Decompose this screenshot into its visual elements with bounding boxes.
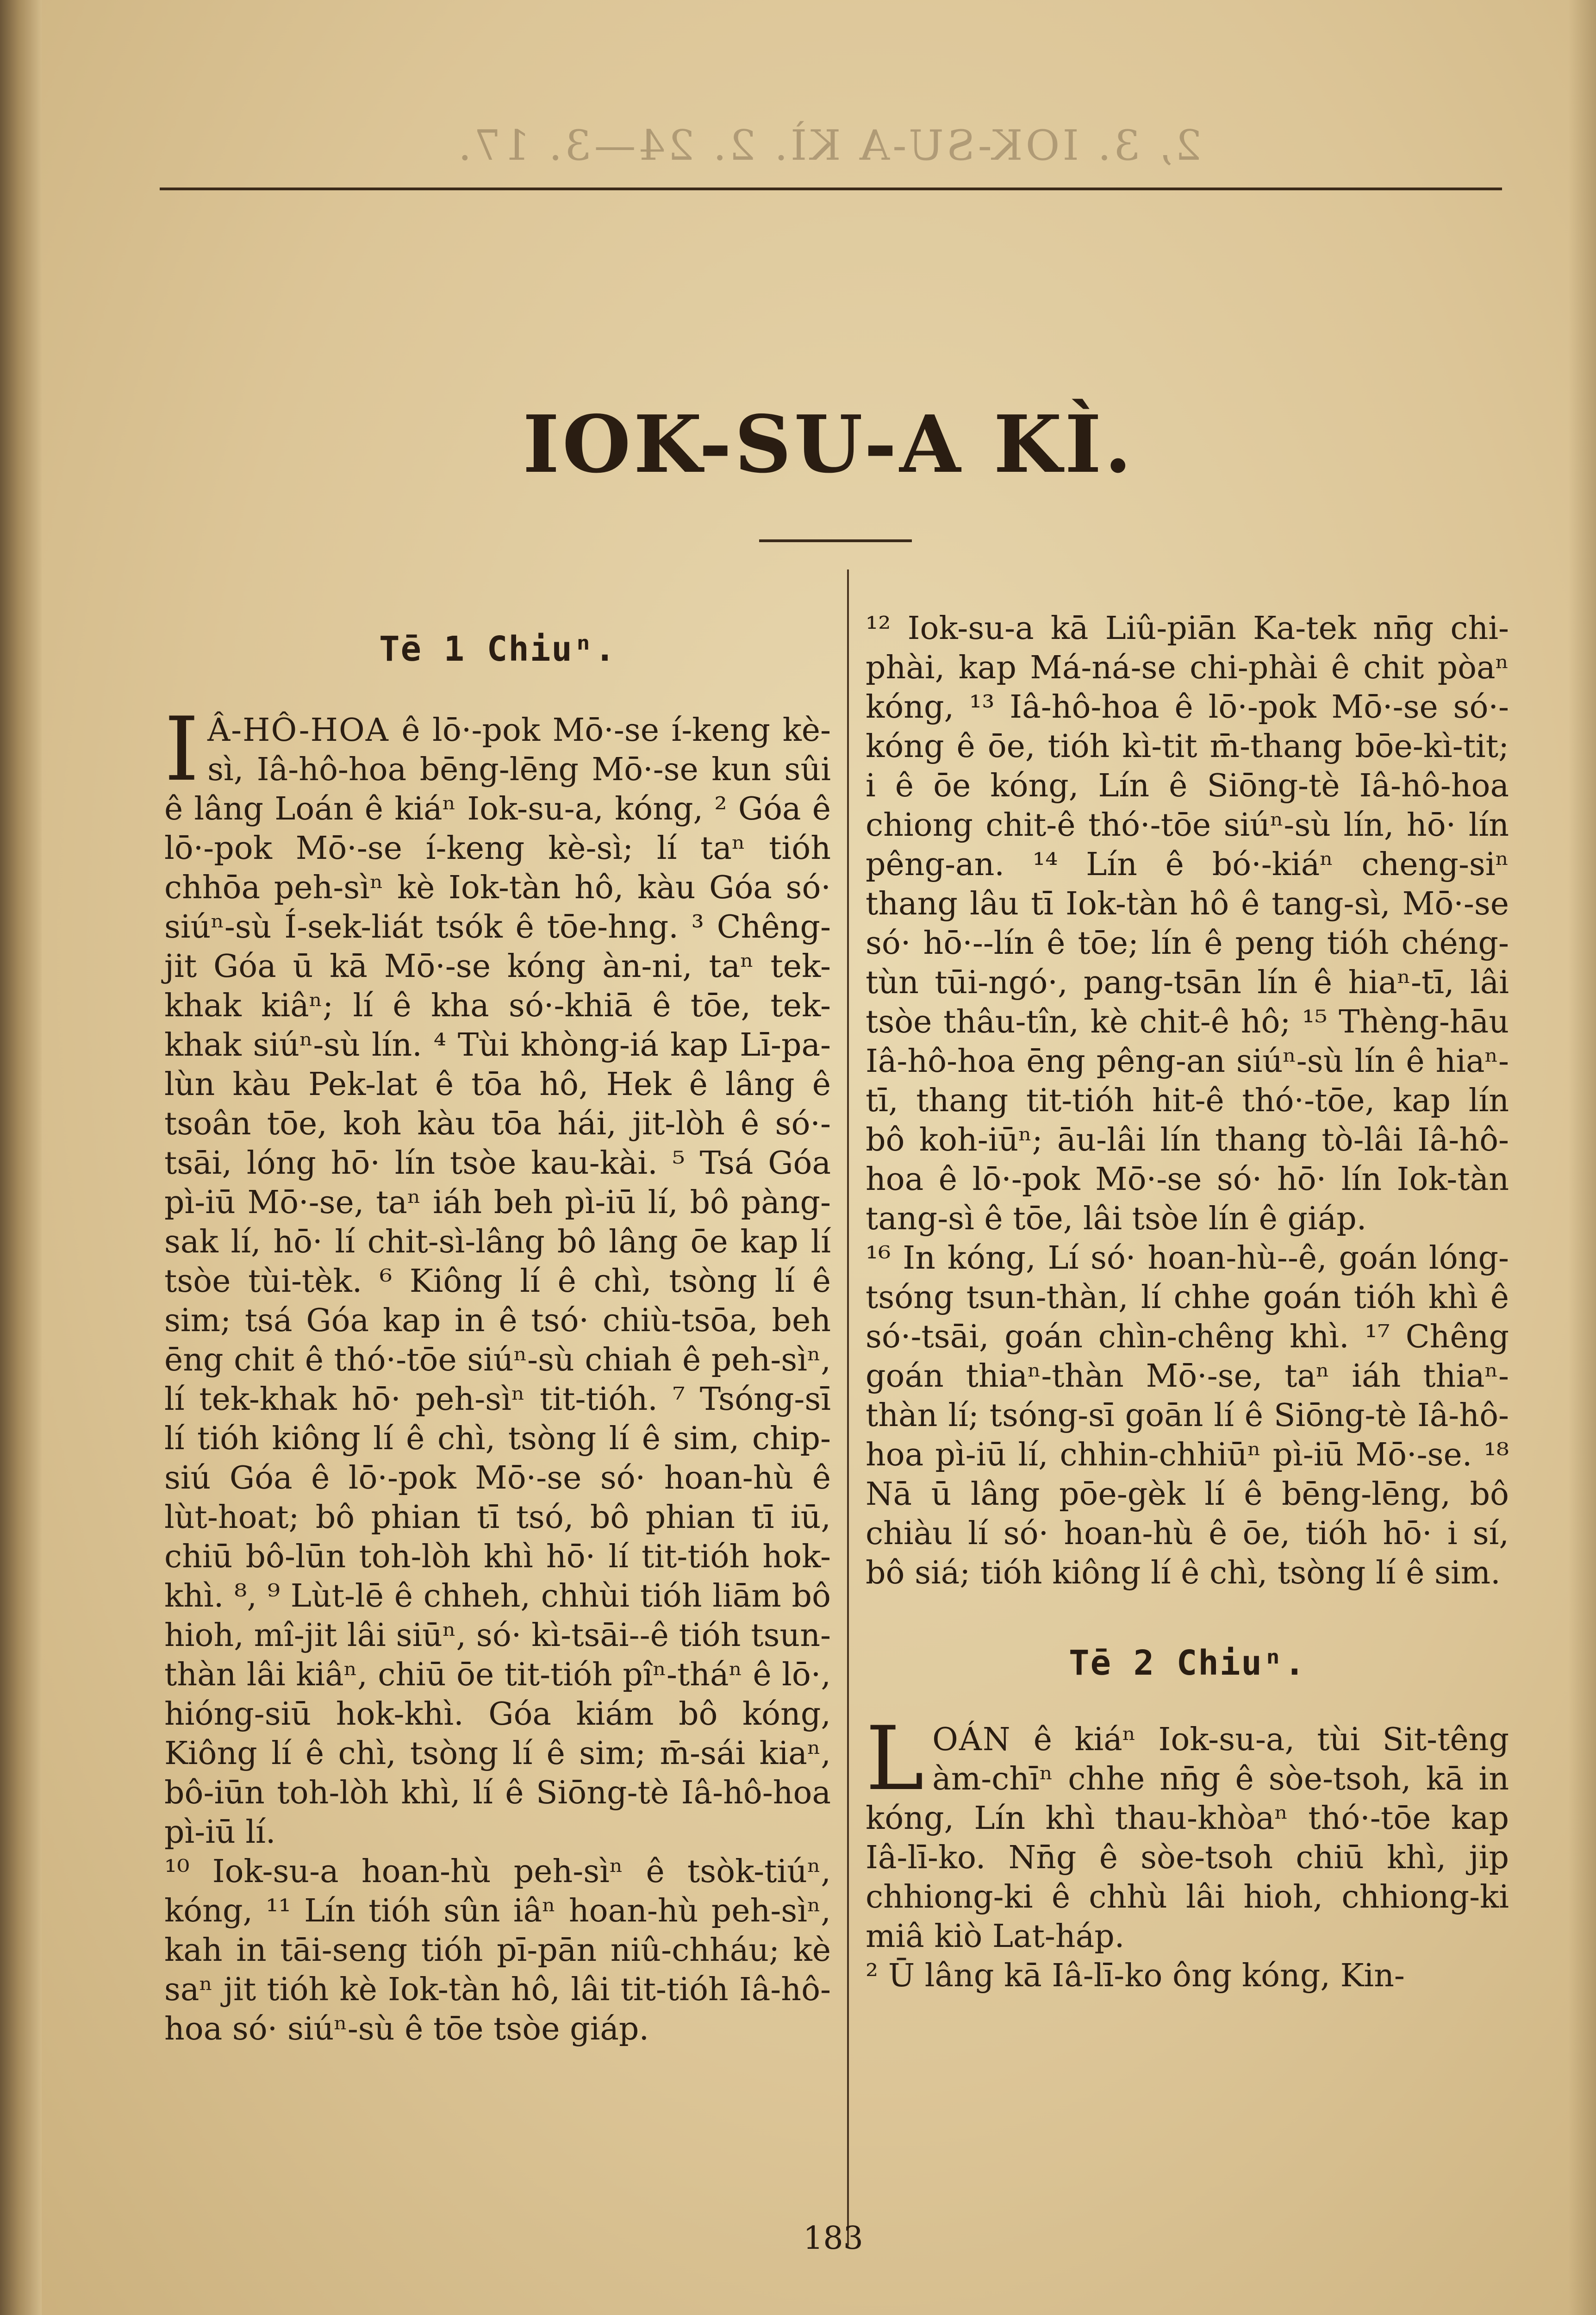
chapter-paragraph: ¹² Iok-su-a kā Liû-piān Ka-tek nn̄g chi-phài, kap Má-ná-se chi-phài ê chit pòaⁿ kóng, ¹³ Iâ-hô-hoa ê lō·-pok Mō·-se só·-kóng ê ōe, tióh kì-tit m̄-thang bōe-kì-tit; i ê ōe kóng, Lín ê Siōng-tè Iâ-hô-hoa chiong chit-ê thó·-tōe siúⁿ-sù lín, hō· lín pêng-an. ¹⁴ Lín ê bó·-kiáⁿ cheng-siⁿ thang lâu tī Iok-tàn hô ê tang-sì, Mō·-se só· hō·--lín ê tōe; lín ê peng tióh chéng-tùn tūi-ngó·, pang-tsān lín ê hiaⁿ-tī, lâi tsòe thâu-tîn, kè chit-ê hô; ¹⁵ Thèng-hāu Iâ-hô-hoa ēng pêng-an siúⁿ-sù lín ê hiaⁿ-tī, thang tit-tióh hit-ê thó·-tōe, kap lín bô koh-iūⁿ; āu-lâi lín thang tò-lâi Iâ-hô-hoa ê lō·-pok Mō·-se só· hō· lín Iok-tàn tang-sì ê tōe, lâi tsòe lín ê giáp. [866,610,1509,1237]
chapter-heading: Tē 1 Chiuⁿ. [379,629,617,669]
chapter-paragraph: ² Ū lâng kā Iâ-lī-ko ông kóng, Kin- [866,1958,1405,1994]
chapter-paragraph: ¹⁶ In kóng, Lí só· hoan-hù--ê, goán lóng-tsóng tsun-thàn, lí chhe goán tióh khì ê só·-tsāi, goán chìn-chêng khì. ¹⁷ Chêng goán thiaⁿ-thàn Mō·-se, taⁿ iáh thiaⁿ-thàn lí; tsóng-sī goān lí ê Siōng-tè Iâ-hô-hoa pì-iū lí, chhin-chhiūⁿ pì-iū Mō·-se. ¹⁸ Nā ū lâng pōe-gèk lí ê bēng-lēng, bô chiàu lí só· hoan-hù ê ōe, tióh hō· i sí, bô siá; tióh kiông lí ê chì, tsòng lí ê sim. [866,1240,1509,1591]
book-title: IOK-SU-A KÌ. [523,398,1135,491]
drop-cap: I [164,698,200,801]
page-number: 183 [803,2220,863,2257]
right-column [866,609,1509,1996]
verse-text: ê lō·-pok Mō·-se í-keng kè-sì, Iâ-hô-hoa bēng-lēng Mō·-se kun sûi ê lâng Loán ê kiáⁿ Iok-su-a, kóng, ² Góa ê lō·-pok Mō·-se í-keng kè-sì; lí taⁿ tióh chhōa peh-sìⁿ kè Iok-tàn hô, kàu Góa só· siúⁿ-sù Í-sek-liát tsók ê tōe-hng. ³ Chêng-jit Góa ū kā Mō·-se kóng àn-ni, taⁿ tek-khak kiâⁿ; lí ê kha só·-khiā ê tōe, tek-khak siúⁿ-sù lín. ⁴ Tùi khòng-iá kap Lī-pa-lùn kàu Pek-lat ê tōa hô, Hek ê lâng ê tsoân tōe, koh kàu tōa hái, jit-lòh ê só·-tsāi, lóng hō· lín tsòe kau-kài. ⁵ Tsá Góa pì-iū Mō·-se, taⁿ iáh beh pì-iū lí, bô pàng-sak lí, hō· lí chit-sì-lâng bô lâng ōe kap lí tsòe tùi-tèk. ⁶ Kiông lí ê chì, tsòng lí ê sim; tsá Góa kap in ê tsó· chiù-tsōa, beh ēng chit ê thó·-tōe siúⁿ-sù chiah ê peh-sìⁿ, lí tek-khak hō· peh-sìⁿ tit-tióh. ⁷ Tsóng-sī lí tióh kiông lí ê chì, tsòng lí ê sim, chip-siú Góa ê lō·-pok Mō·-se só· hoan-hù ê lùt-hoat; bô phian tī tsó, bô phian tī iū, chiū bô-lūn toh-lòh khì hō· lí tit-tióh hok-khì. ⁸, ⁹ Lùt-lē ê chheh, chhùi tióh liām bô hioh, mî-jit lâi siūⁿ, só· kì-tsāi--ê tióh tsun-thàn lâi kiâⁿ, chiū ōe tit-tióh pîⁿ-tháⁿ ê lō·, hióng-siū hok-khì. Góa kiám bô kóng, Kiông lí ê chì, tsòng lí ê sim; m̄-sái kiaⁿ, bô-iūn toh-lòh khì, lí ê Siōng-tè Iâ-hô-hoa pì-iū lí. [164,712,831,1851]
title-rule [759,539,912,542]
drop-cap: L [866,1708,924,1810]
chapter-paragraph: ¹⁰ Iok-su-a hoan-hù peh-sìⁿ ê tsòk-tiúⁿ, kóng, ¹¹ Lín tióh sûn iâⁿ hoan-hù peh-sìⁿ, kah in tāi-seng tióh pī-pān niû-chháu; kè saⁿ jit tióh kè Iok-tàn hô, lâi tit-tióh Iâ-hô-hoa só· siúⁿ-sù ê tōe tsòe giáp. [164,1853,831,2047]
left-column [164,630,831,2049]
lead-word: Â-HÔ-HOA [207,712,389,749]
verse-text: ê kiáⁿ Iok-su-a, tùi Sit-têng àm-chīⁿ chhe nn̄g ê sòe-tsoh, kā in kóng, Lín khì thau-khòaⁿ thó·-tōe kap Iâ-lī-ko. Nn̄g ê sòe-tsoh chiū khì, jip chhiong-ki ê chhù lâi hioh, chhiong-ki miâ kiò Lat-háp. [866,1721,1509,1955]
running-head-showthrough: 2, 3. IOK-SU-A KÌ. 2. 24—3. 17. [455,121,1202,170]
lead-word: OÁN [932,1721,1011,1758]
page-edge-shadow [1568,0,1596,2315]
chapter-paragraph [866,1708,1509,1956]
chapter-heading: Tē 2 Chiuⁿ. [1068,1643,1306,1683]
column-divider [847,569,849,2246]
header-rule [160,188,1502,190]
page-gutter-shadow [0,0,42,2315]
chapter-paragraph [164,698,831,1852]
